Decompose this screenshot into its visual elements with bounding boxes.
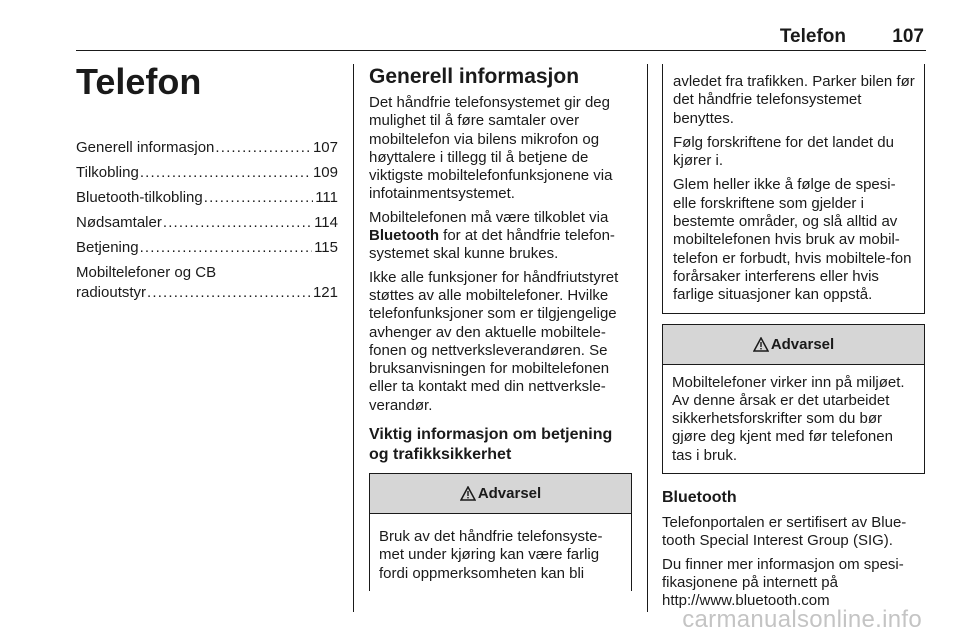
toc-item[interactable] [76,138,338,158]
toc-page: 114 [314,214,338,231]
general-paragraph-3: Ikke alle funksjoner for håndfriutstyret støttes av alle mobiltelefoner. Hvilke telefonfunksjoner som er tilgjengelige avhenger av den aktuelle mobiltele-fonen og nettverksleverandøren. Se bruksanvisningen for mobiltelefonen eller ta kontakt med din nettverksle-verandør. [369,268,619,414]
toc-item[interactable] [76,238,338,258]
toc-label: Nødsamtaler [76,214,162,231]
warning-text: Mobiltelefoner virker inn på miljøet. Av denne årsak er det utarbeidet sikkerhetsforskrifter som du bør gjøre deg kjent med før telefonen tas i bruk. [672,373,905,464]
toc-item[interactable] [76,263,338,303]
warning-icon [753,337,769,352]
bluetooth-url-link[interactable]: http://www.bluetooth.com [662,592,830,610]
toc-label: Generell informasjon [76,139,215,156]
warning-title: Advarsel [477,485,542,503]
column-general [369,64,632,591]
column-divider-1 [353,64,354,612]
toc-label: Betjening [76,239,139,256]
watermark: carmanualsonline.info [682,606,922,633]
toc-label: Bluetooth-tilkobling [76,189,203,206]
table-of-contents [76,138,338,303]
toc-item[interactable] [76,188,338,208]
general-paragraph-2 [369,209,632,264]
warning-header [663,325,924,365]
toc-label-line1: Mobiltelefoner og CB [76,264,217,281]
warning-box-1 [369,473,632,591]
warning-box-1-continued [662,64,925,314]
warning-continued-paragraph-3: Glem heller ikke å følge de spesi-elle forskriftene som gjelder i bestemte områder, og slå alltid av mobiltelefonen hvis bruk av mobil-telefon er forbudt, hvis mobiltele-fon forårsaker interferens eller hvis farlige situasjoner kan oppstå. [673,176,912,304]
warning-box-2 [662,324,925,474]
toc-item[interactable] [76,213,338,233]
warning-title: Advarsel [770,335,835,353]
toc-page: 111 [315,189,338,206]
section-heading-safety: Viktig informasjon om betjening og trafikksikkerhet [369,426,613,464]
column-divider-2 [647,64,648,612]
section-heading-general: Generell informasjon [369,65,580,88]
bluetooth-paragraph-1: Telefonportalen er sertifisert av Blue-tooth Special Interest Group (SIG). [662,514,907,550]
bluetooth-paragraph-2: Du finner mer informasjon om spesi-fikasjonene på internett på [662,555,904,591]
toc-leader [204,188,313,208]
toc-leader [215,138,311,158]
warning-text: Bruk av det håndfrie telefonsyste-met under kjøring kan være farlig fordi oppmerksomheten kan bli [379,528,603,582]
toc-leader [140,163,311,183]
warning-continued-paragraph-2: Følg forskriftene for det landet du kjører i. [673,133,894,170]
toc-label: Tilkobling [76,164,139,181]
warning-header [370,474,631,514]
toc-item[interactable] [76,163,338,183]
toc-page: 109 [312,164,338,181]
text: for at det håndfrie telefon-systemet skal kunne brukes. [369,227,615,263]
section-heading-bluetooth: Bluetooth [662,489,737,507]
column-toc [76,61,338,308]
column-continued [662,64,925,616]
text: Mobiltelefonen må være tilkoblet via [369,208,609,226]
toc-label: radioutstyr [76,284,147,301]
header-page-number: 107 [892,26,924,47]
warning-icon [460,486,476,501]
general-paragraph-1: Det håndfrie telefonsystemet gir deg mulighet til å føre samtaler over mobiltelefon via bilens mikrofon og høyttalere i tillegg til å betjene de viktigste mobiltelefonfunksjonene via infotainmentsystemet. [369,94,613,203]
toc-page: 121 [312,284,338,301]
toc-page: 115 [314,239,338,256]
toc-leader [140,238,313,258]
toc-leader [163,213,312,233]
header-title: Telefon [779,26,846,47]
running-header [76,26,926,52]
header-rule [76,50,926,51]
toc-page: 107 [312,139,338,156]
warning-continued-paragraph-1: avledet fra trafikken. Parker bilen før det håndfrie telefonsystemet benyttes. [673,73,915,127]
bluetooth-term: Bluetooth [369,227,439,245]
chapter-title: Telefon [76,61,202,102]
toc-leader [147,283,311,303]
